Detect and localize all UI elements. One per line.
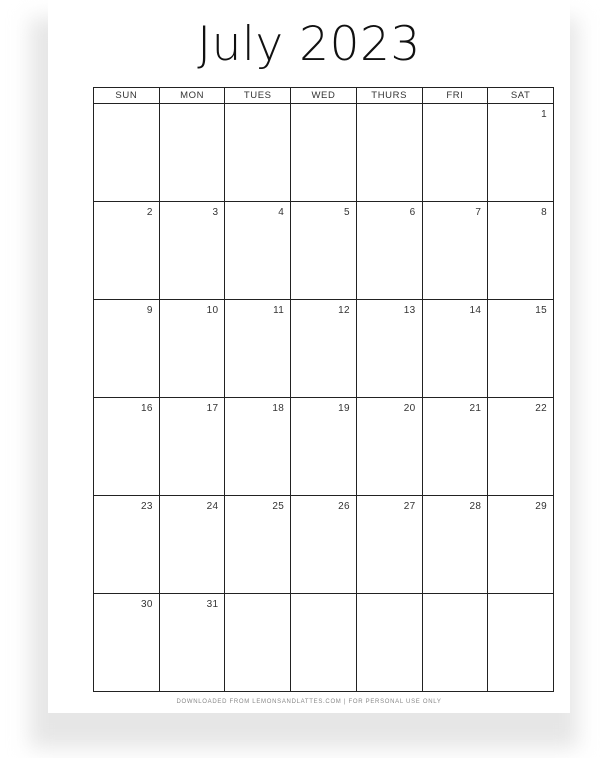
weekday-header: WED — [291, 88, 357, 104]
weekday-header: MON — [159, 88, 225, 104]
day-cell — [488, 496, 554, 594]
day-cell — [225, 496, 291, 594]
day-number: 29 — [535, 501, 547, 512]
day-cell — [291, 398, 357, 496]
day-cell — [225, 398, 291, 496]
week-row — [94, 202, 554, 300]
day-number: 30 — [140, 599, 153, 610]
day-cell — [291, 496, 357, 594]
day-cell — [422, 496, 488, 594]
day-cell — [422, 104, 488, 202]
week-row — [94, 300, 554, 398]
day-number: 14 — [469, 305, 482, 316]
day-number: 20 — [403, 403, 416, 414]
day-cell — [159, 104, 225, 202]
day-number: 9 — [146, 305, 153, 316]
day-number: 11 — [273, 305, 285, 316]
day-number: 19 — [338, 403, 350, 414]
day-number: 31 — [206, 599, 219, 610]
day-number: 18 — [272, 403, 285, 414]
day-number: 25 — [272, 501, 285, 512]
day-number: 4 — [278, 207, 285, 218]
day-cell — [225, 202, 291, 300]
day-number: 17 — [206, 403, 219, 414]
day-cell — [356, 104, 422, 202]
day-number: 13 — [403, 305, 416, 316]
week-row — [94, 496, 554, 594]
day-cell — [159, 398, 225, 496]
weekday-header: THURS — [356, 88, 422, 104]
day-cell — [225, 594, 291, 692]
footer-note: DOWNLOADED FROM LEMONSANDLATTES.COM | FOR PERSONAL USE ONLY — [176, 699, 442, 705]
day-number: 3 — [212, 207, 219, 218]
day-cell — [159, 594, 225, 692]
day-cell — [356, 496, 422, 594]
day-cell — [94, 202, 160, 300]
day-cell — [225, 104, 291, 202]
day-cell — [422, 398, 488, 496]
day-cell — [159, 300, 225, 398]
day-number: 15 — [535, 305, 547, 316]
day-cell — [94, 496, 160, 594]
day-cell — [291, 594, 357, 692]
day-cell — [94, 300, 160, 398]
week-row — [94, 594, 554, 692]
day-cell — [488, 594, 554, 692]
day-cell — [422, 594, 488, 692]
day-number: 1 — [541, 109, 547, 120]
day-number: 7 — [475, 207, 482, 218]
day-number: 28 — [469, 501, 482, 512]
day-cell — [94, 594, 160, 692]
calendar-body — [94, 104, 554, 692]
day-number: 24 — [206, 501, 219, 512]
day-number: 8 — [541, 207, 547, 218]
day-cell — [488, 398, 554, 496]
day-number: 27 — [403, 501, 416, 512]
day-number: 2 — [146, 207, 153, 218]
day-cell — [291, 300, 357, 398]
day-number: 23 — [140, 501, 153, 512]
day-cell — [159, 496, 225, 594]
weekday-header: SAT — [488, 88, 554, 104]
week-row — [94, 104, 554, 202]
day-cell — [291, 202, 357, 300]
day-cell — [356, 202, 422, 300]
day-number: 6 — [409, 207, 416, 218]
day-cell — [488, 300, 554, 398]
day-cell — [159, 202, 225, 300]
day-cell — [488, 202, 554, 300]
day-cell — [291, 104, 357, 202]
day-cell — [422, 300, 488, 398]
day-number: 21 — [469, 403, 482, 414]
calendar-grid — [93, 87, 554, 692]
day-cell — [422, 202, 488, 300]
day-cell — [94, 104, 160, 202]
day-number: 22 — [535, 403, 547, 414]
day-cell — [488, 104, 554, 202]
day-cell — [356, 300, 422, 398]
day-cell — [356, 398, 422, 496]
day-number: 12 — [338, 305, 350, 316]
weekday-header: FRI — [422, 88, 488, 104]
day-cell — [356, 594, 422, 692]
page-title: July 2023 — [197, 17, 421, 72]
day-number: 5 — [343, 207, 350, 218]
day-number: 16 — [140, 403, 153, 414]
day-cell — [225, 300, 291, 398]
day-number: 10 — [206, 305, 219, 316]
day-number: 26 — [338, 501, 350, 512]
weekday-header: SUN — [94, 88, 160, 104]
week-row — [94, 398, 554, 496]
weekday-header-row — [94, 88, 554, 104]
weekday-header: TUES — [225, 88, 291, 104]
day-cell — [94, 398, 160, 496]
